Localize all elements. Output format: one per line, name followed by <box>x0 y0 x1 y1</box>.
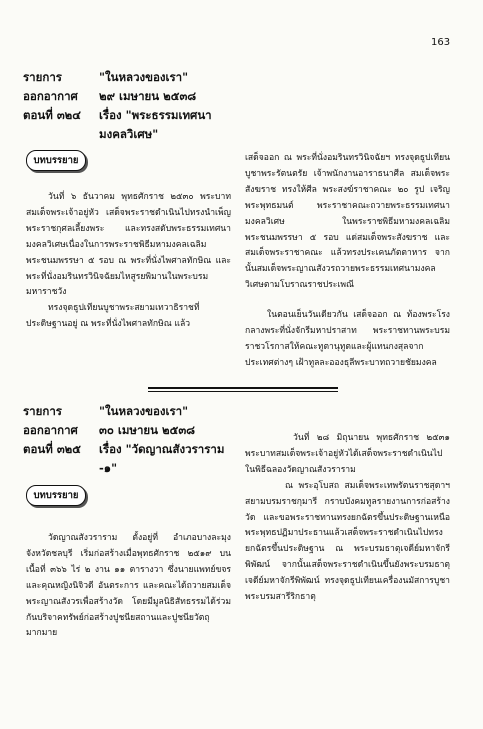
episode-label: ตอนที่ ๓๒๔ <box>23 108 81 122</box>
narration-badge: บทบรรยาย <box>26 150 86 171</box>
episode-title-cont: มงคลวิเศษ" <box>99 127 159 141</box>
section1-left-column <box>26 190 231 382</box>
section1-header <box>23 68 212 144</box>
page-number: 163 <box>431 37 451 48</box>
program-value: "ในหลวงของเรา" <box>99 404 189 418</box>
section2-header <box>23 402 224 478</box>
program-label: รายการ <box>23 70 62 84</box>
section2-right-column <box>245 431 450 687</box>
paragraph: ทรงจุดธูปเทียนบูชาพระสยามเทวาธิราชที่ประดิษฐานอยู่ ณ พระที่นั่งไพศาลทักษิณ แล้ว <box>26 303 200 330</box>
section2-left-column <box>26 531 231 681</box>
episode-title: เรื่อง "วัดญาณสังวราราม <box>99 442 225 456</box>
narration-badge: บทบรรยาย <box>26 485 86 506</box>
paragraph: วันที่ ๒๘ มิถุนายน พุทธศักราช ๒๕๓๑ พระบาทสมเด็จพระเจ้าอยู่หัวได้เสด็จพระราชดำเนินไปในพิธีฉลองวัดญาณสังวราราม <box>245 433 450 475</box>
broadcast-date: ๒๙ เมษายน ๒๕๓๘ <box>99 89 197 103</box>
broadcast-date: ๓๐ เมษายน ๒๕๓๘ <box>99 423 196 437</box>
paragraph: ณ พระอุโบสถ สมเด็จพระเทพรัตนราชสุดาฯ สยามบรมราชกุมารี กราบบังคมทูลรายงานการก่อสร้างวัด และขอพระราชทานทรงยกฉัตรขึ้นประดิษฐานเหนือพระพุทธปฏิมาประธานแล้วเสด็จพระราชดำเนินไปทรงยกฉัตรขึ้นประดิษฐาน ณ พระบรมธาตุเจดีย์มหาจักรีพิพัฒน์ จากนั้นเสด็จพระราชดำเนินขึ้นยังพระบรมธาตุเจดีย์มหาจักรีพิพัฒน์ ทรงจุดธูปเทียนเครื่องนมัสการบูชาพระบรมสารีริกธาตุ <box>245 480 450 603</box>
broadcast-label: ออกอากาศ <box>23 423 78 437</box>
program-label: รายการ <box>23 404 62 418</box>
episode-label: ตอนที่ ๓๒๕ <box>23 442 81 456</box>
broadcast-label: ออกอากาศ <box>23 89 78 103</box>
section1-right-column <box>245 151 450 381</box>
program-value: "ในหลวงของเรา" <box>99 70 189 84</box>
section-divider <box>148 387 338 392</box>
paragraph: ในตอนเย็นวันเดียวกัน เสด็จออก ณ ท้องพระโรงกลางพระที่นั่งจักรีมหาปราสาท พระราชทานพระบรมราชวโรกาสให้คณะทูตานุทูตและผู้แทนกงสุลจากประเทศต่างๆ เฝ้าทูลละอองธุลีพระบาทถวายชัยมงคล <box>245 310 450 368</box>
episode-title: เรื่อง "พระธรรมเทศนา <box>99 108 212 122</box>
paragraph: วันที่ ๖ ธันวาคม พุทธศักราช ๒๕๓๐ พระบาทสมเด็จพระเจ้าอยู่หัว เสด็จพระราชดำเนินไปทรงนำเพ็ญพระราชกุศลเลี้ยงพระ และทรงสดับพระธรรมเทศนามงคลวิเศษเนื่องในการพระราชพิธีมหามงคลเฉลิมพระชนมพรรษา ๕ รอบ ณ พระที่นั่งไพศาลทักษิณ และพระที่นั่งอมรินทรวินิจฉัยมไหสูรยพิมานในพระบรมมหาราชวัง <box>26 192 231 298</box>
paragraph: เสด็จออก ณ พระที่นั่งอมรินทรวินิจฉัยฯ ทรงจุดธูปเทียนบูชาพระรัตนตรัย เจ้าพนักงานอาราธนาศีล สมเด็จพระสังฆราช ทรงให้ศีล พระสงฆ์ราชาคณะ ๒๐ รูป เจริญพระพุทธมนต์ พระราชาคณะถวายพระธรรมเทศนามงคลวิเศษ ในพระราชพิธีมหามงคลเฉลิมพระชนมพรรษา ๕ รอบ แด่สมเด็จพระสังฆราช และสมเด็จพระราชาคณะ แล้วทรงประเคนภัตตาหาร จากนั้นสมเด็จพระญาณสังวรถวายพระธรรมเทศนามงคลวิเศษตามโบราณราชประเพณี <box>245 153 450 291</box>
paragraph: วัดญาณสังวราราม ตั้งอยู่ที่ อำเภอบางละมุง จังหวัดชลบุรี เริ่มก่อสร้างเมื่อพุทธศักราช ๒๕๑๙ บนเนื้อที่ ๓๖๖ ไร่ ๒ งาน ๑๑ ตารางวา ซึ่งนายแพทย์ขจร และคุณหญิงนิจิวดี อันตระการ และคณะได้ถวายสมเด็จพระญาณสังวรเพื่อสร้างวัด โดยมีมูลนิธิสัทธรรมได้ร่วมกันบริจาคทรัพย์ก่อสร้างปูชนียสถานและปูชนียวัตถุมากมาย <box>26 533 231 639</box>
episode-title-cont: -๑" <box>99 461 118 475</box>
